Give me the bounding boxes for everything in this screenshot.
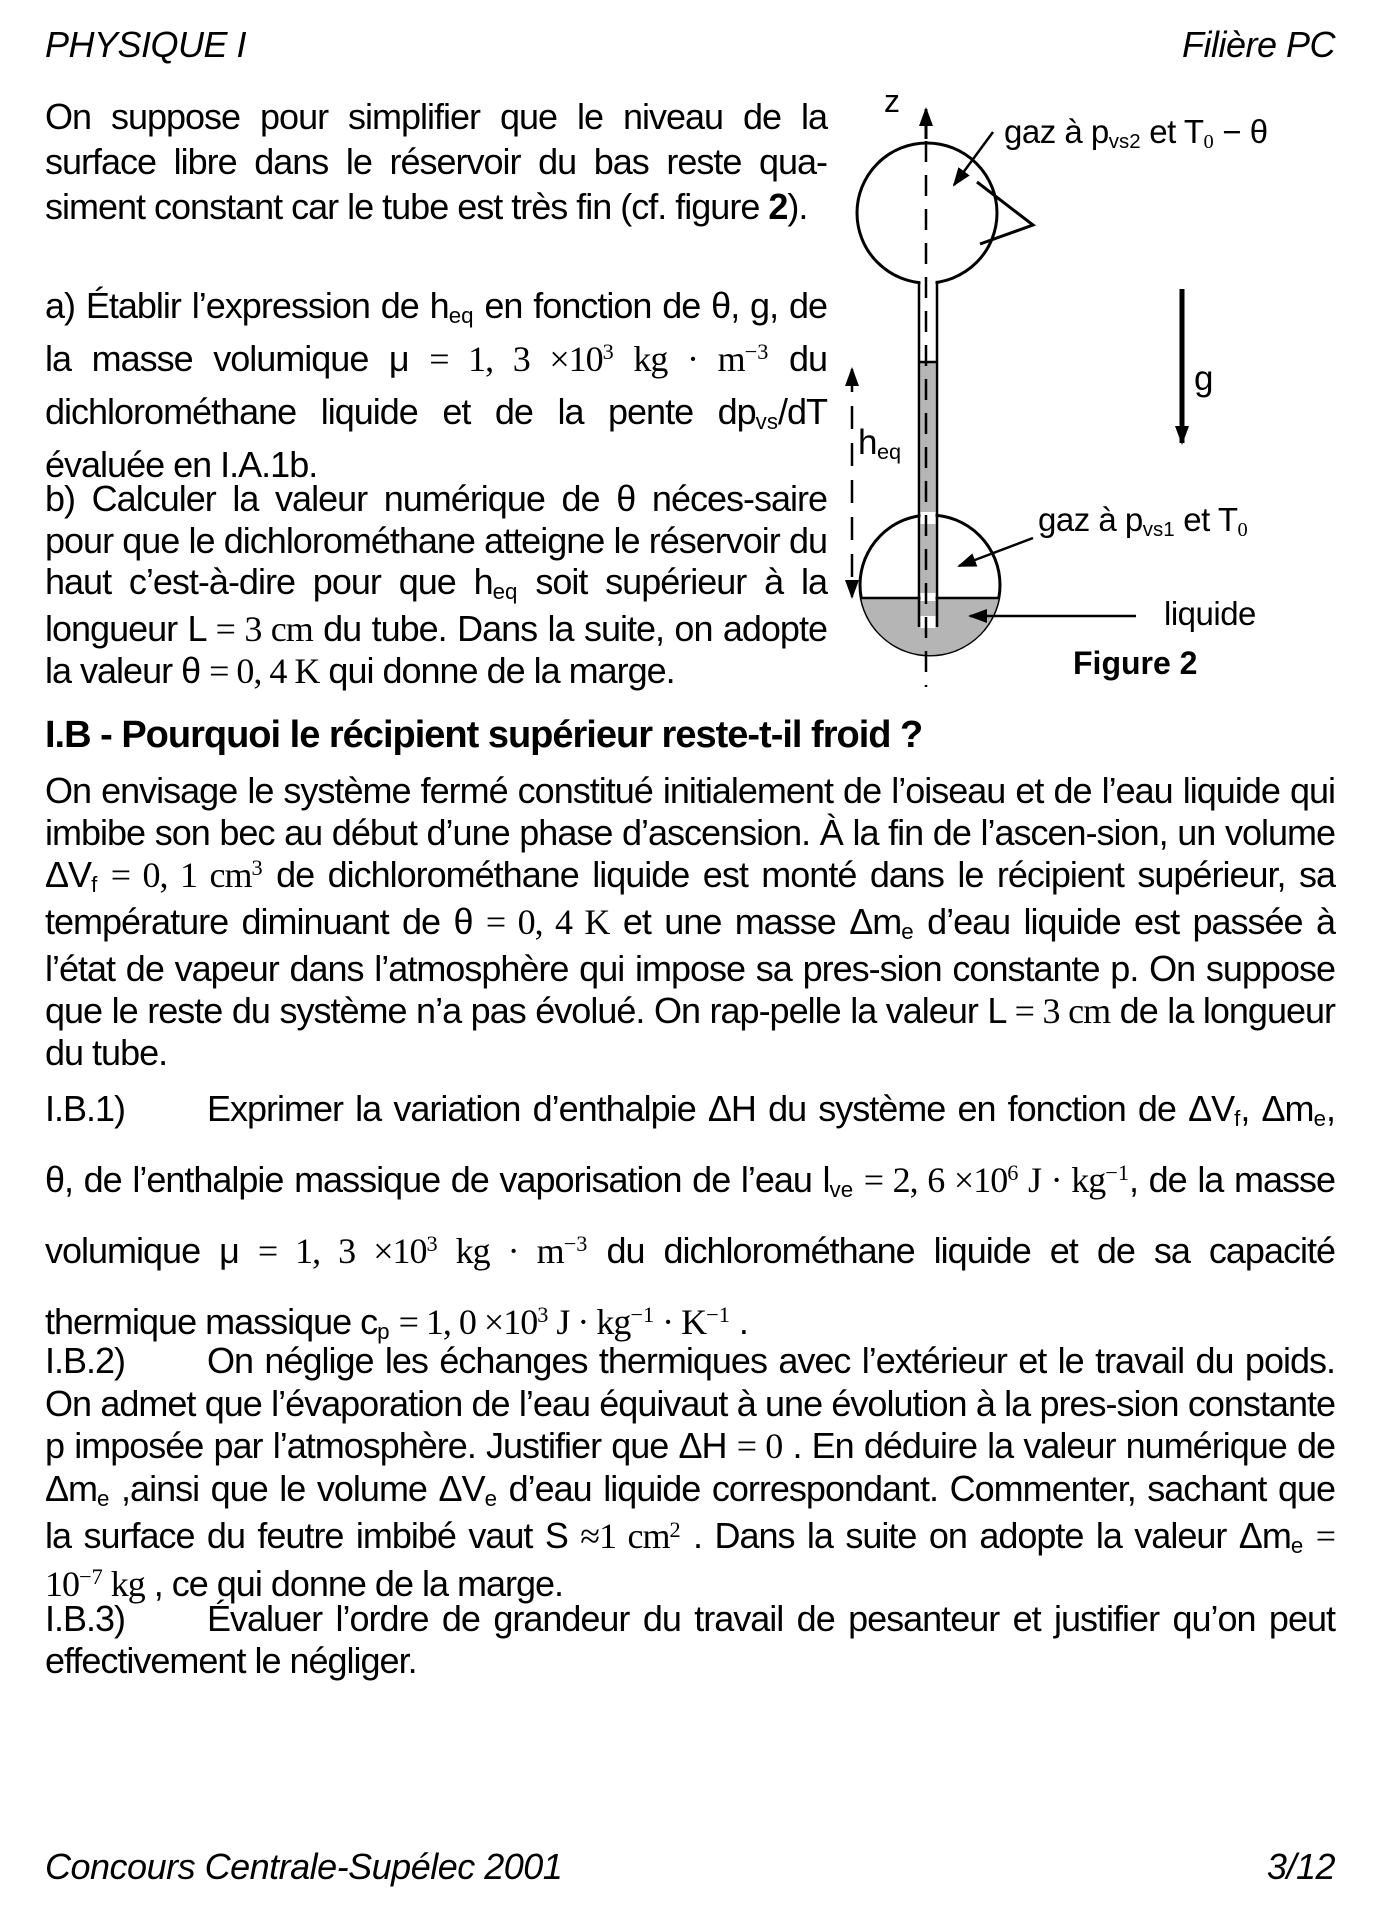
paragraph-question-a: a) Établir l’expression de heq en fonction de θ, g, de la masse volumique μ = 1, $3 \times 10^3$ kg · $m^{-3}$ du dichlorométhane liquide et de la pente dpvs/dT évaluée en I.A.1b. (45, 285, 827, 485)
page-footer-source: Concours Centrale-Supélec 2001 (45, 1846, 563, 1887)
gas-top-label: gaz à pvs2 et T0 − θ (1004, 113, 1268, 153)
question-label-ib3: I.B.3) (45, 1598, 126, 1639)
paragraph-ib1 (45, 1076, 1335, 1360)
tube-liquid-column-3 (921, 601, 936, 616)
paragraph-intro-tube: On suppose pour simplifier que le niveau de la surface libre dans le réservoir du bas reste qua-siment constant car le tube est très fin (cf. figure 2). (45, 96, 827, 227)
page-header-track: Filière PC (1181, 24, 1335, 65)
gravity-label: g (1194, 359, 1213, 398)
figure-2-drawing (780, 75, 1375, 709)
paragraph-question-b: b) Calculer la valeur numérique de θ néces-saire pour que le dichlorométhane atteigne le réservoir du haut c’est-à-dire pour que heq soit supérieur à la longueur L = 3 cm du tube. Dans la suite, on adopte la valeur θ = 0, 4 K qui donne de la marge. (45, 478, 827, 691)
tube-empty-upper (921, 274, 936, 362)
question-label-ib2: I.B.2) (45, 1340, 126, 1381)
paragraph-ib2 (45, 1340, 1335, 1611)
figure-2-drinking-bird-diagram (780, 75, 1375, 709)
gas-bottom-label: gaz à pvs1 et T0 (1038, 501, 1248, 541)
question-text-ib1: Exprimer la variation d’enthalpie ΔH du système en fonction de ΔVf, Δme, θ, de l’enthalpie massique de vaporisation de l’eau lve = 2, $6 \times 10^6$ $J \cdot kg^{-1}$, de la masse volumique μ = 1, $3 \times 10^3$ kg · $m^{-3}$ du dichlorométhane liquide et de sa capacité thermique massique cp = 1, $0 \times 10^3$ $J \cdot kg^{-1} \cdot K^{-1}$ . (45, 1088, 1335, 1344)
tube-liquid-column-2 (921, 524, 936, 593)
z-axis-label: z (884, 83, 900, 119)
paragraph-ib-intro: On envisage le système fermé constitué initialement de l’oiseau et de l’eau liquide qui imbibe son bec au début d’une phase d’ascension. À la fin de l’ascen-sion, un volume ΔVf = 0, 1 $cm^3$ de dichlorométhane liquide est monté dans le récipient supérieur, sa température diminuant de θ = 0, 4 K et une masse Δme d’eau liquide est passée à l’état de vapeur dans l’atmosphère qui impose sa pres-sion constante p. On suppose que le reste du système n’a pas évolué. On rap-pelle la valeur L = 3 cm de la longueur du tube. (45, 770, 1336, 1073)
question-label-ib1: I.B.1) (45, 1088, 126, 1129)
tube-gap-2 (921, 593, 936, 601)
question-text-ib2: On néglige les échanges thermiques avec l’extérieur et le travail du poids. On admet que l’évaporation de l’eau équivaut à une évolution à la pres-sion constante p imposée par l’atmosphère. Justifier que ΔH = 0 . En déduire la valeur numérique de Δme ,ainsi que le volume ΔVe d’eau liquide correspondant. Commenter, sachant que la surface du feutre imbibé vaut S ≈1 $cm^2$ . Dans la suite on adopte la valeur $\Delta me = 10^{-7}$ kg , ce qui donne de la marge. (45, 1340, 1336, 1604)
tube-bottom-opening (921, 616, 936, 628)
heq-label: heq (858, 423, 902, 464)
tube-liquid-column-1 (921, 362, 936, 512)
page-header-subject: PHYSIQUE I (45, 24, 247, 65)
liquid-label: liquide (1164, 595, 1256, 632)
question-text-ib3: Évaluer l’ordre de grandeur du travail de pesanteur et justifier qu’on peut effectivement le négliger. (45, 1598, 1335, 1681)
section-heading-ib: I.B - Pourquoi le récipient supérieur reste-t-il froid ? (45, 714, 923, 756)
paragraph-ib3 (45, 1598, 1335, 1682)
page-footer-pagenumber: 3/12 (1266, 1846, 1335, 1887)
tube-gap-1 (921, 512, 936, 524)
figure-caption: Figure 2 (1073, 645, 1198, 681)
